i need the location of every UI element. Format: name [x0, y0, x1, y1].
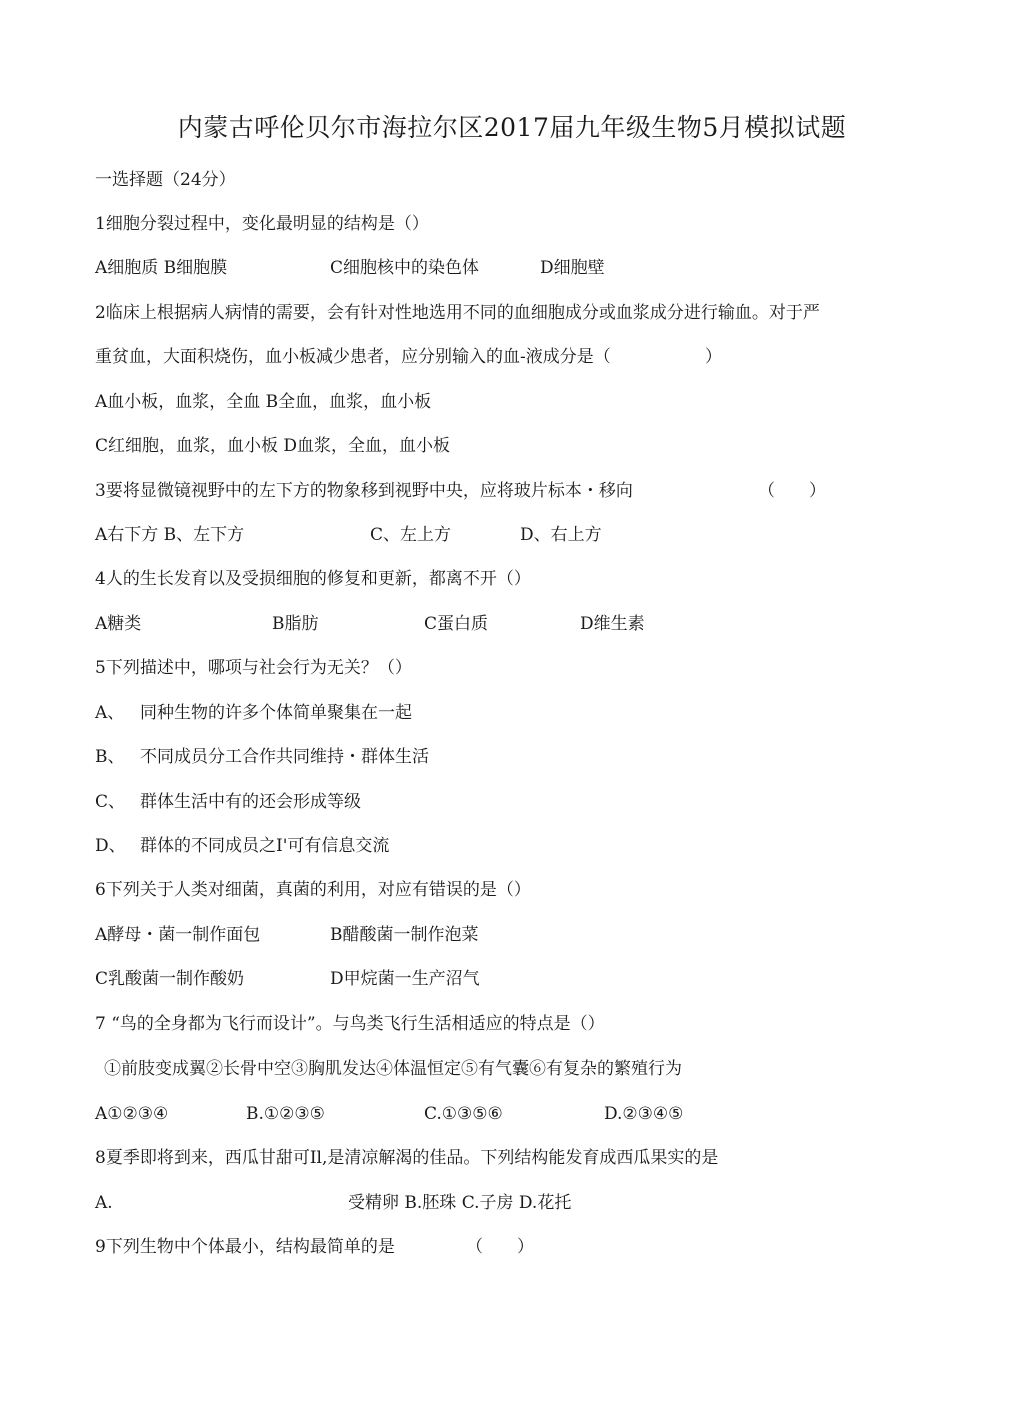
question-3-option-ab: A右下方 B、左下方: [95, 525, 245, 545]
question-9-stem: 9下列生物中个体最小，结构最简单的是: [95, 1237, 395, 1257]
question-2-stem-line1: 2临床上根据病人病情的需要，会有针对性地选用不同的血细胞成分或血浆成分进行输血。对于严: [95, 303, 820, 323]
question-3-option-c: C、左上方: [370, 525, 452, 545]
page-title: 内蒙古呼伦贝尔市海拉尔区2017届九年级生物5月模拟试题: [177, 113, 847, 142]
question-5-option-d: 群体的不同成员之I'可有信息交流: [140, 836, 390, 856]
question-2-paren-close: ）: [705, 347, 722, 367]
question-5-option-b: 不同成员分工合作共同维持・群体生活: [140, 747, 429, 767]
question-6-stem: 6下列关于人类对细菌，真菌的利用，对应有错误的是（）: [95, 880, 531, 900]
question-5-option-d-label: D、: [95, 836, 126, 856]
question-4-stem: 4人的生长发育以及受损细胞的修复和更新，都离不开（）: [95, 569, 531, 589]
question-5-stem: 5下列描述中，哪项与社会行为无关？（）: [95, 658, 412, 678]
section-heading: 一选择题（24分）: [95, 170, 236, 190]
question-2-stem-line2: 重贫血，大面积烧伤，血小板减少患者，应分别输入的血-液成分是（: [95, 347, 611, 367]
question-7-option-b: B.①②③⑤: [246, 1104, 325, 1124]
question-6-option-a: A酵母・菌一制作面包: [95, 925, 261, 945]
question-2-options-ab: A血小板，血浆，全血 B全血，血浆，血小板: [95, 392, 432, 412]
question-5-option-c-label: C、: [95, 792, 126, 812]
question-8-options: 受精卵 B.胚珠 C.子房 D.花托: [348, 1193, 572, 1213]
question-4-option-d: D维生素: [580, 614, 645, 634]
question-3-stem: 3要将显微镜视野中的左下方的物象移到视野中央，应将玻片标本・移向: [95, 481, 633, 501]
question-8-option-a-label: A.: [95, 1193, 113, 1213]
question-6-option-d: D甲烷菌一生产沼气: [330, 969, 480, 989]
question-9-answer-paren: （ ）: [466, 1237, 534, 1257]
question-5-option-a-label: A、: [95, 703, 125, 723]
question-5-option-a: 同种生物的许多个体简单聚集在一起: [140, 703, 412, 723]
question-1-option-c: C细胞核中的染色体: [330, 258, 480, 278]
question-2-options-cd: C红细胞，血浆，血小板 D血浆，全血，血小板: [95, 436, 451, 456]
question-4-option-a: A糖类: [95, 614, 142, 634]
question-5-option-b-label: B、: [95, 747, 125, 767]
question-7-option-d: D.②③④⑤: [604, 1104, 684, 1124]
question-5-option-c: 群体生活中有的还会形成等级: [140, 792, 361, 812]
question-7-items: ①前肢变成翼②长骨中空③胸肌发达④体温恒定⑤有气囊⑥有复杂的繁殖行为: [104, 1059, 682, 1079]
question-3-answer-paren: （ ）: [758, 481, 826, 501]
question-6-option-c: C乳酸菌一制作酸奶: [95, 969, 245, 989]
question-1-option-ab: A细胞质 B细胞膜: [95, 258, 228, 278]
question-3-option-d: D、右上方: [520, 525, 602, 545]
question-4-option-b: B脂肪: [272, 614, 319, 634]
question-8-stem: 8夏季即将到来，西瓜甘甜可Il,是清凉解渴的佳品。下列结构能发育成西瓜果实的是: [95, 1148, 719, 1168]
question-4-option-c: C蛋白质: [424, 614, 489, 634]
question-7-stem: 7 “鸟的全身都为飞行而设计”。与鸟类飞行生活相适应的特点是（）: [95, 1014, 605, 1034]
question-7-option-c: C.①③⑤⑥: [424, 1104, 503, 1124]
question-6-option-b: B醋酸菌一制作泡菜: [330, 925, 479, 945]
question-1-option-d: D细胞壁: [540, 258, 605, 278]
question-7-option-a: A①②③④: [95, 1104, 169, 1124]
question-1-stem: 1细胞分裂过程中，变化最明显的结构是（）: [95, 214, 429, 234]
